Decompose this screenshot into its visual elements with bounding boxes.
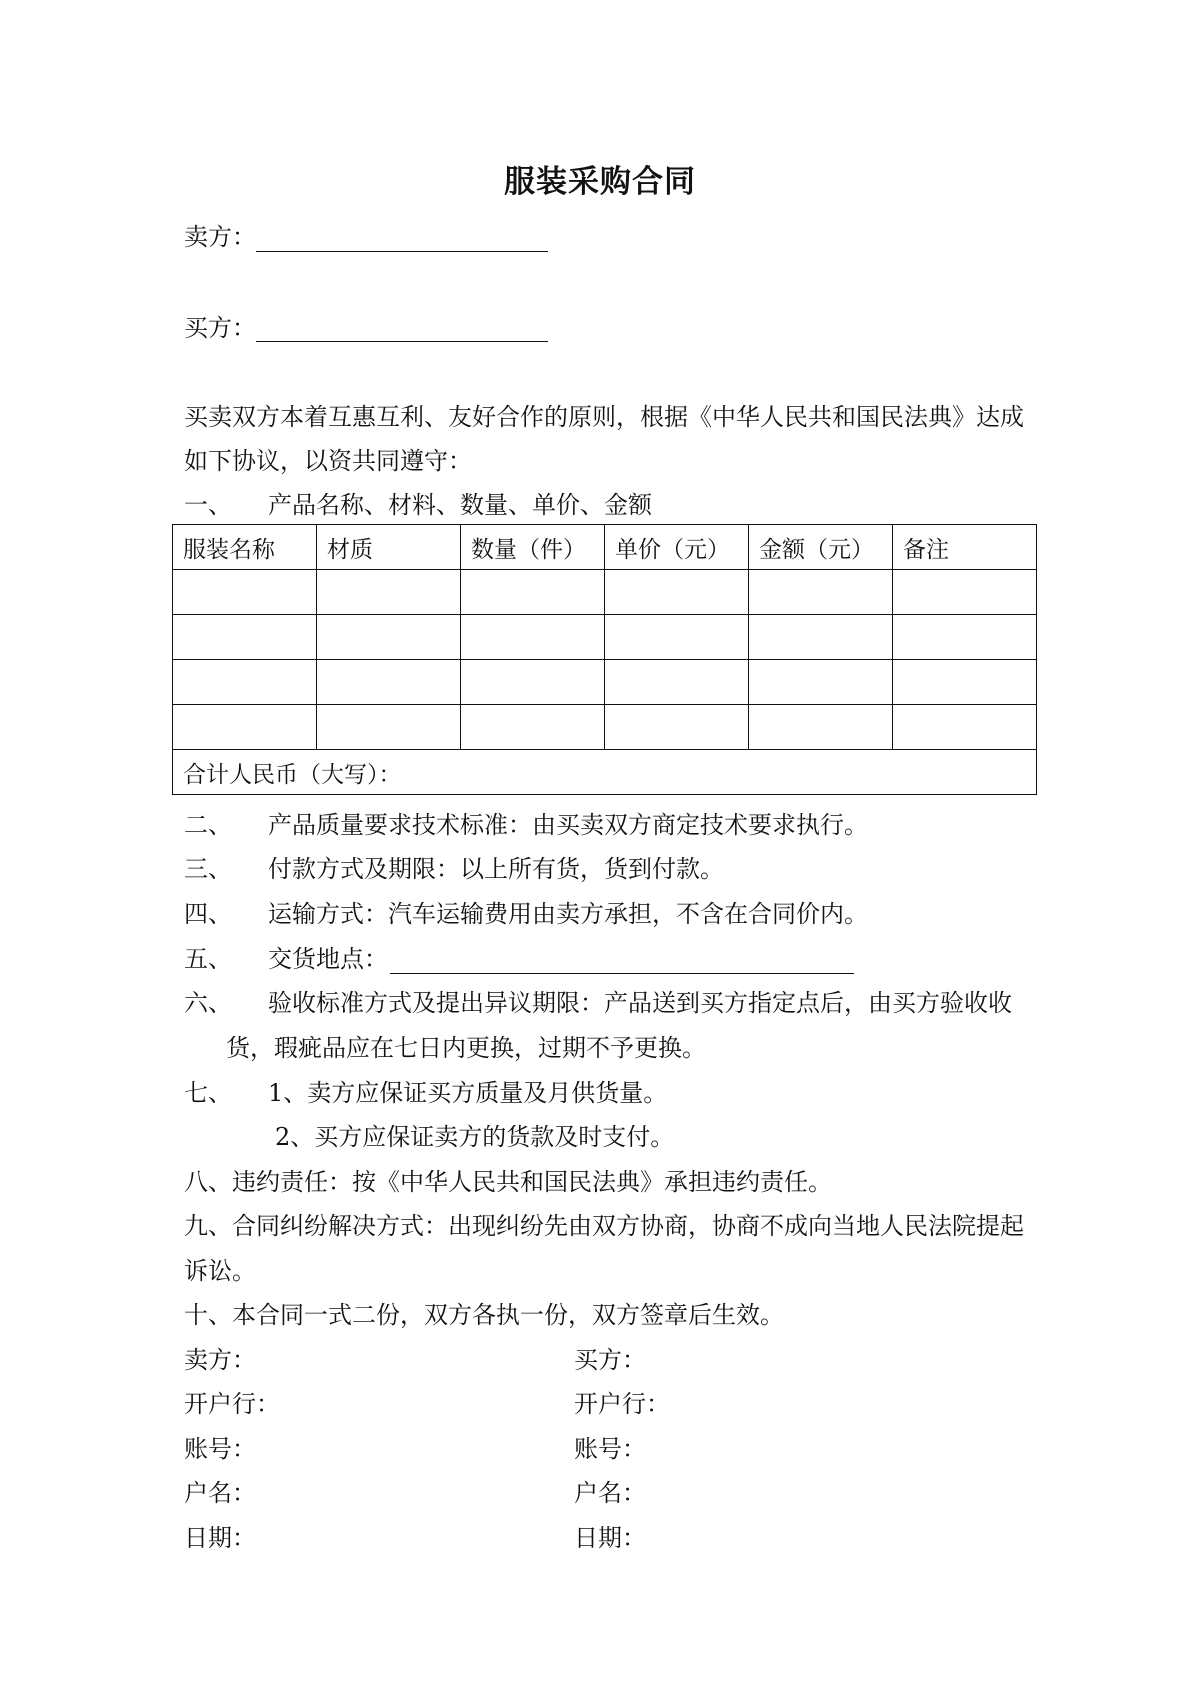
- signature-buyer-label: 买方：: [574, 1346, 646, 1374]
- clause-10-text: 十、本合同一式二份，双方各执一份，双方签章后生效。: [184, 1301, 784, 1329]
- table-header-cell: 数量（件）: [461, 525, 605, 570]
- goods-table: [172, 524, 1037, 795]
- table-cell[interactable]: [317, 660, 461, 705]
- table-cell[interactable]: [893, 705, 1037, 750]
- table-cell[interactable]: [749, 660, 893, 705]
- clause-7-item-2: 2、买方应保证卖方的货款及时支付。: [275, 1123, 675, 1151]
- clause-9-line-2: 诉讼。: [184, 1257, 256, 1285]
- total-amount-cell[interactable]: 合计人民币（大写）：: [173, 750, 1037, 795]
- clause-8-text: 八、违约责任：按《中华人民共和国民法典》承担违约责任。: [184, 1168, 832, 1196]
- table-row: [173, 615, 1037, 660]
- table-cell[interactable]: [461, 615, 605, 660]
- table-row: [173, 570, 1037, 615]
- clause-7-item-1: 1、卖方应保证买方质量及月供货量。: [268, 1079, 668, 1107]
- table-cell[interactable]: [893, 660, 1037, 705]
- table-cell[interactable]: [461, 705, 605, 750]
- table-header-row: [173, 525, 1037, 570]
- table-cell[interactable]: [893, 570, 1037, 615]
- intro-line-1: 买卖双方本着互惠互利、友好合作的原则，根据《中华人民共和国民法典》达成: [184, 403, 1024, 431]
- table-total-row: [173, 750, 1037, 795]
- signature-buyer-account-name-label: 户名：: [574, 1479, 646, 1507]
- table-header-cell: 金额（元）: [749, 525, 893, 570]
- signature-buyer-account-label: 账号：: [574, 1435, 646, 1463]
- table-header-cell: 单价（元）: [605, 525, 749, 570]
- clause-3-number: 三、: [184, 855, 232, 883]
- document-title: 服装采购合同: [504, 164, 696, 200]
- delivery-location-field[interactable]: [390, 973, 854, 974]
- table-cell[interactable]: [893, 615, 1037, 660]
- clause-9-line-1: 九、合同纠纷解决方式：出现纠纷先由双方协商，协商不成向当地人民法院提起: [184, 1212, 1024, 1240]
- table-cell[interactable]: [749, 705, 893, 750]
- table-row: [173, 660, 1037, 705]
- clause-1-number: 一、: [184, 491, 232, 519]
- clause-5-number: 五、: [184, 945, 232, 973]
- signature-seller-label: 卖方：: [184, 1346, 256, 1374]
- clause-4-number: 四、: [184, 900, 232, 928]
- clause-7-number: 七、: [184, 1079, 232, 1107]
- signature-buyer-date-label: 日期：: [574, 1524, 646, 1552]
- table-header-cell: 材质: [317, 525, 461, 570]
- table-cell[interactable]: [317, 615, 461, 660]
- seller-label: 卖方：: [184, 223, 256, 251]
- signature-seller-bank-label: 开户行：: [184, 1390, 280, 1418]
- table-cell[interactable]: [605, 615, 749, 660]
- table-cell[interactable]: [461, 570, 605, 615]
- table-cell[interactable]: [173, 660, 317, 705]
- buyer-label: 买方：: [184, 314, 256, 342]
- clause-3-text: 付款方式及期限：以上所有货，货到付款。: [268, 855, 724, 883]
- intro-line-2: 如下协议，以资共同遵守：: [184, 447, 472, 475]
- table-cell[interactable]: [173, 705, 317, 750]
- table-cell[interactable]: [317, 705, 461, 750]
- seller-name-field[interactable]: [256, 251, 548, 252]
- table-cell[interactable]: [749, 615, 893, 660]
- table-cell[interactable]: [749, 570, 893, 615]
- clause-5-text: 交货地点：: [268, 945, 388, 973]
- table-cell[interactable]: [605, 705, 749, 750]
- signature-buyer-bank-label: 开户行：: [574, 1390, 670, 1418]
- clause-2-number: 二、: [184, 811, 232, 839]
- clause-6-text-line-1: 验收标准方式及提出异议期限：产品送到买方指定点后，由买方验收收: [268, 989, 1012, 1017]
- table-cell[interactable]: [173, 615, 317, 660]
- table-cell[interactable]: [461, 660, 605, 705]
- buyer-name-field[interactable]: [256, 341, 548, 342]
- table-row: [173, 705, 1037, 750]
- table-cell[interactable]: [605, 570, 749, 615]
- table-header-cell: 服装名称: [173, 525, 317, 570]
- signature-seller-account-name-label: 户名：: [184, 1479, 256, 1507]
- clause-6-text-line-2: 货，瑕疵品应在七日内更换，过期不予更换。: [226, 1034, 706, 1062]
- clause-2-text: 产品质量要求技术标准：由买卖双方商定技术要求执行。: [268, 811, 868, 839]
- table-cell[interactable]: [605, 660, 749, 705]
- table-cell[interactable]: [317, 570, 461, 615]
- clause-6-number: 六、: [184, 989, 232, 1017]
- table-cell[interactable]: [173, 570, 317, 615]
- signature-seller-date-label: 日期：: [184, 1524, 256, 1552]
- clause-4-text: 运输方式：汽车运输费用由卖方承担，不含在合同价内。: [268, 900, 868, 928]
- clause-1-text: 产品名称、材料、数量、单价、金额: [268, 491, 652, 519]
- signature-seller-account-label: 账号：: [184, 1435, 256, 1463]
- table-header-cell: 备注: [893, 525, 1037, 570]
